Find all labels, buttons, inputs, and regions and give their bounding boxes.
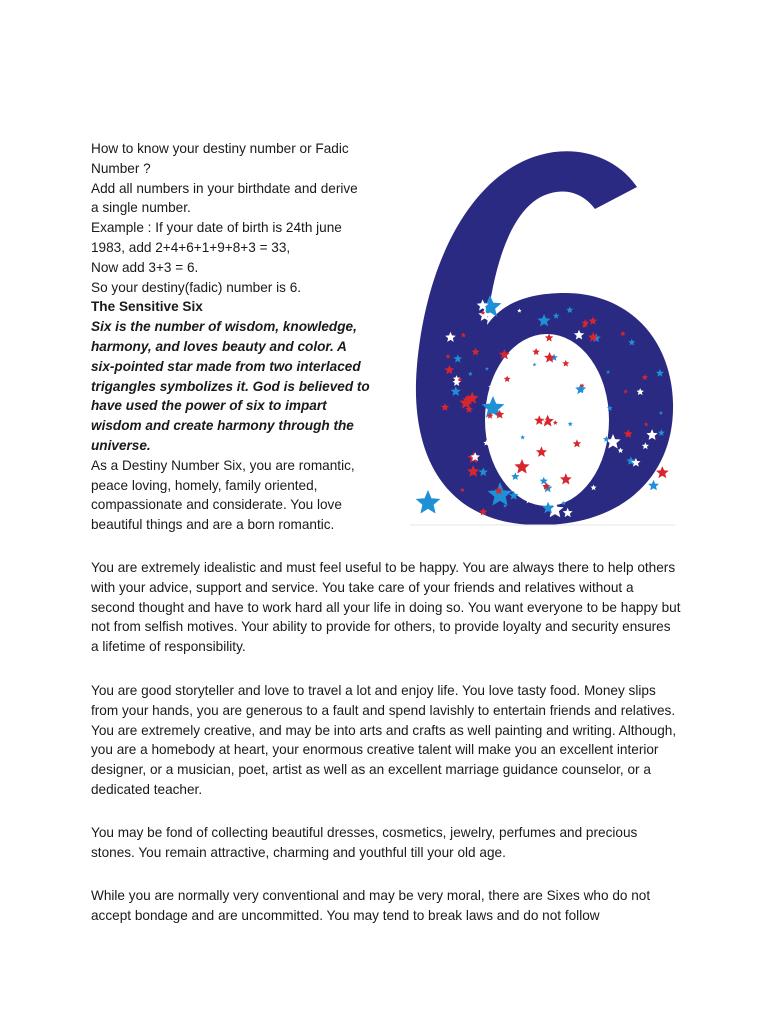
intro-line: Number ? (91, 160, 151, 176)
intro-line: compassionate and considerate. You love (91, 497, 342, 513)
intro-line: a single number. (91, 200, 191, 216)
intro-line: Now add 3+3 = 6. (91, 259, 199, 275)
intro-block (91, 139, 391, 535)
star-icon (641, 500, 649, 507)
star-icon (416, 490, 441, 514)
body-paragraph: You may be fond of collecting beautiful dresses, cosmetics, jewelry, perfumes and precious stones. You remain attractive, charming and youthful till your old age. (91, 825, 638, 860)
intro-line: How to know your destiny number or Fadic (91, 141, 349, 156)
star-icon (648, 480, 659, 490)
emphasis-line: Six is the number of wisdom, knowledge, (91, 319, 357, 335)
emphasis-line: have used the power of six to impart (91, 398, 327, 414)
star-icon (656, 466, 669, 478)
intro-line: Example : If your date of birth is 24th june (91, 220, 342, 236)
number-six-illustration (405, 145, 680, 530)
body-paragraph: You are good storyteller and love to travel a lot and enjoy life. You love tasty food. Money slips from your hands, you are generous to a fault and spend lavishly to entertain friends and relatives. You are extremely creative, and may be into arts and crafts as well painting and writing. Although, you are a homebody at heart, your enormous creative talent will make you an excellent interior designer, or a musician, poet, artist as well as an excellent marriage guidance counselor, or a dedicated teacher. (91, 683, 677, 797)
emphasis-line: six-pointed star made from two interlaced (91, 358, 361, 374)
intro-line: So your destiny(fadic) number is 6. (91, 279, 302, 295)
intro-line: As a Destiny Number Six, you are romantic, (91, 457, 355, 473)
intro-line: beautiful things and are a born romantic. (91, 517, 335, 533)
intro-line: 1983, add 2+4+6+1+9+8+3 = 33, (91, 239, 291, 255)
emphasis-line: wisdom and create harmony through the (91, 418, 354, 434)
emphasis-line: harmony, and loves beauty and color. A (91, 338, 347, 354)
body-paragraph: You are extremely idealistic and must feel useful to be happy. You are always there to help others with your advice, support and service. You take care of your friends and relatives without a second thought and have to work hard all your life in doing so. You want everyone to be happy but not from selfish motives. Your ability to provide for others, to provide loyalty and security ensures a lifetime of responsibility. (91, 560, 681, 655)
number-six-graphic (405, 145, 680, 530)
emphasis-line: universe. (91, 437, 151, 453)
intro-line: Add all numbers in your birthdate and derive (91, 180, 358, 196)
numeral-six-shape (416, 151, 673, 525)
intro-line: peace loving, homely, family oriented, (91, 477, 318, 493)
body-paragraph: While you are normally very conventional and may be very moral, there are Sixes who do not accept bondage and are uncommitted. You may tend to break laws and do not follow (91, 888, 651, 923)
emphasis-line: trigangles symbolizes it. God is believed to (91, 378, 370, 394)
section-subheading: The Sensitive Six (91, 299, 203, 315)
